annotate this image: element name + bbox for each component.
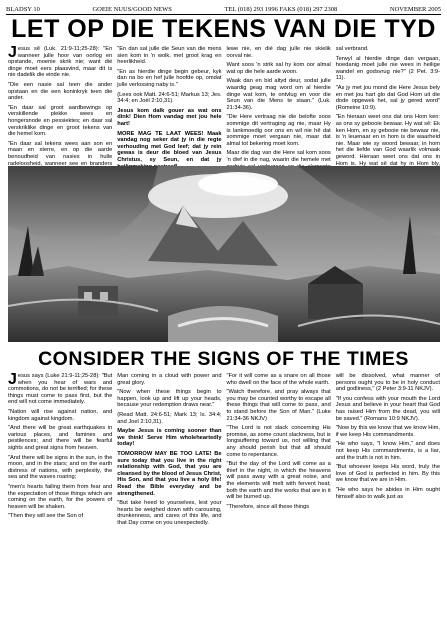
paragraph: "If you confess with your mouth the Lord Jesus and believe in your heart that God has raised Him from the dead, you will be saved." (Romans 10:9 NKJV).: [335, 395, 440, 422]
english-article: [8, 373, 440, 635]
paragraph: "Now by this we know that we know Him, if we keep His commandments.: [335, 425, 440, 438]
english-column-1: [8, 373, 112, 635]
paragraph: "Then they will see the Son of: [8, 513, 84, 520]
paragraph: "The Lord is not slack concerning His promise, as some count slackness, but is longsuffering toward us, not willing that any should perish but that all should come to repentance.: [226, 425, 331, 458]
paragraph: Jesus kom dalk gouer as wat ons dink! Dien Hom vandag met jou hele hart!: [117, 107, 222, 127]
paragraph: sal verbrand.: [335, 46, 369, 52]
paragraph: esus sê (Luk. 21:9-11;25-28): "En wanneer julle hoor van oorlog en opstande, moenie skrik nie; want dié dinge moet eers plaasvind, maar dit is nie dadelik die einde nie.: [8, 46, 113, 79]
paragraph: "En daar sal groot aardbewings op verskillende plekke wees en hongersnode en pessiektes; en daar sal verskriklike dinge en groot tekens van die hemel kom.: [8, 104, 113, 138]
paragraph: "But whoever keeps His word, truly the love of God is perfected in him. By this we know that we are in Him.: [335, 464, 440, 484]
paragraph: TOMORROW MAY BE TOO LATE! Be sure today that you live in the right relationship with God, that you are cleansed by the blood of Jesus Christ, His Son, and that you live a holy life! Read the Bible everyday and be strengthened.: [117, 450, 222, 497]
paragraph: (Lees ook Matt. 24:6-51; Markus 13; Jes. 34:4; en Joël 2:10,31).: [117, 91, 222, 105]
paragraph: "En daar sal tekens wees aan son en maan en sterre, en op die aarde benoudheid van nasies in hulle radeloosheid, wanneer see en branders: [8, 140, 113, 167]
paragraph: "As jy met jou mond die Here Jesus bely en met jou hart glo dat God Hom uit die dode opgewek het, sal jy gered word" (Romeine 10:9).: [335, 84, 440, 111]
english-column-3: [227, 373, 331, 635]
paragraph: Maybe Jesus is coming sooner than we think! Serve Him wholeheartedly today!: [117, 428, 222, 448]
issue-date: NOVEMBER 2005: [389, 5, 441, 13]
paragraph: Maar die dag van die Here sal kom soos 'n dief in die nag, waarin die hemele met: [226, 150, 331, 163]
paragraph: "He who says he abides in Him ought himself also to walk just as: [335, 486, 440, 500]
paragraph: "He who says, "I know Him," and does not keep His commandments, is a liar, and the truth is not in him.: [335, 441, 440, 461]
paragraph: "En hieraan weet ons dat ons Hom ken: as ons sy gebooie bewaar. Hy wat sê: Ek ken Hom, en sy gebooie nie bewaar nie, is 'n leuenaar en in hom is die waarheid nie. Maar wie sy woord bewaar, in hom het die liefde van God waarlik volmaak geword. Hieraan weet ons dat ons in Hom is. Hy wat sê dat hy in Hom bly,: [335, 114, 440, 167]
english-column-4: [336, 373, 440, 635]
paragraph: "For it will come as a snare on all those who dwell on the face of the whole earth.: [226, 373, 331, 386]
english-dropcap: J: [8, 371, 17, 388]
paragraph: lewe nie, en dié dag julle nie skielik oorval nie.: [226, 46, 331, 59]
paragraph: "Die een nasie sal teen die ander opstaan en die een koninkryk teen die ander.: [8, 81, 113, 102]
paragraph: "Therefore, since all these things: [226, 503, 310, 510]
disaster-photo-collage: [8, 166, 440, 342]
afrikaans-article: [8, 44, 440, 167]
paragraph: "Now when these things begin to happen, look up and lift up your heads, because your redemption draws near.": [117, 389, 222, 409]
paragraph: "Watch therefore, and pray always that you may be counted worthy to escape all these things that will come to pass, and to stand before the Son of Man." (Luke 21:34-36 NKJV): [226, 389, 331, 422]
contact-numbers: TEL (018) 293 1996 FAKS (018) 297 2308: [224, 5, 338, 13]
paragraph: "men's hearts failing them from fear and the expectation of those things which are coming on the earth, for the powers of heaven will be shaken.: [8, 483, 113, 510]
paragraph: Terwyl al hierdie dinge dan vergaan, hoedanig moet julle nie wees in heilige wandel en godsvrug nie?" (2 Pet. 3:9-11).: [335, 55, 440, 82]
paragraph: "En dan sal julle die Seun van die mens sien kom in 'n wolk, met groot krag en heerlikheid.: [117, 46, 222, 66]
paragraph: Man coming in a cloud with power and great glory.: [117, 373, 222, 386]
paragraph: MORE MAG TE LAAT WEES! Maak vandag nog seker dat jy in die regte verhouding met God leef; dat jy rein gewas is deur die bloed van Jesus Christus, sy Seun, en dat jy: [117, 130, 222, 163]
paragraph: (Read Matt. 24:6-51; Mark 13; Is. 34:4; and Joel 2:10,31).: [117, 411, 222, 425]
paragraph: "And there will be great earthquakes in various places, and famines and pestilences; and there will be fearful sights and great signs from heaven.: [8, 425, 113, 451]
paragraph: "Die Here vertraag nie die belofte soos sommige dit vertraging ag nie, maar Hy is lankmoedig oor ons en wil nie hê dat sommige moet vergaan nie, maar dat almal tot bekering moet kom.: [226, 114, 331, 147]
paragraph: "Nation will rise against nation, and kingdom against kingdom.: [8, 408, 113, 422]
issue-number: BLADSY 10: [6, 5, 40, 13]
publication-name: GOEIE NUUS/GOOD NEWS: [92, 5, 172, 13]
paragraph: "And there will be signs in the sun, in the moon, and in the stars; and on the earth distress of nations, with perplexity, the sea and the waves roaring;: [8, 454, 113, 481]
paragraph: Waak dan en bid altyd deur, sodat julle waardig geag mag word om al hierdie dinge wat kom, te ontvlug en voor die Seun van die Mens te staan." (Luk. 21:34-36).: [226, 78, 331, 111]
paragraph: Want soos 'n strik sal hy kom oor almal wat op die hele aarde woon.: [226, 62, 331, 75]
paragraph: "But the day of the Lord will come as a thief in the night, in which the heavens will pass away with a great noise, and the elements will melt with fervent heat; both the earth and the works that are in it will be burned up.: [226, 461, 331, 501]
english-headline: CONSIDER THE SIGNS OF THE TIMES: [38, 348, 409, 370]
afrikaans-dropcap: J: [8, 44, 17, 61]
paragraph: will be dissolved, what manner of persons ought you to be in holy conduct and godliness," (2 Peter 3:9-11 NKJV).: [335, 373, 440, 393]
paragraph: "En as hierdie dinge begin gebeur, kyk dan na bo en hef julle hoofde op, omdat julle verlossing naby is.": [117, 68, 222, 88]
afrikaans-headline: LET OP DIE TEKENS VAN DIE TYD: [11, 15, 436, 43]
paragraph: esus says (Luke 21:9-11;25-28): "But when you hear of wars and commotions, do not be terrified; for these things must come to pass first, but the end will not come immediately.: [8, 373, 113, 406]
paragraph: "But take heed to yourselves, lest your hearts be weighed down with carousing, drunkenness, and cares of this life, and that Day come on you unexpectedly.: [117, 500, 222, 526]
english-column-2: [117, 373, 221, 635]
